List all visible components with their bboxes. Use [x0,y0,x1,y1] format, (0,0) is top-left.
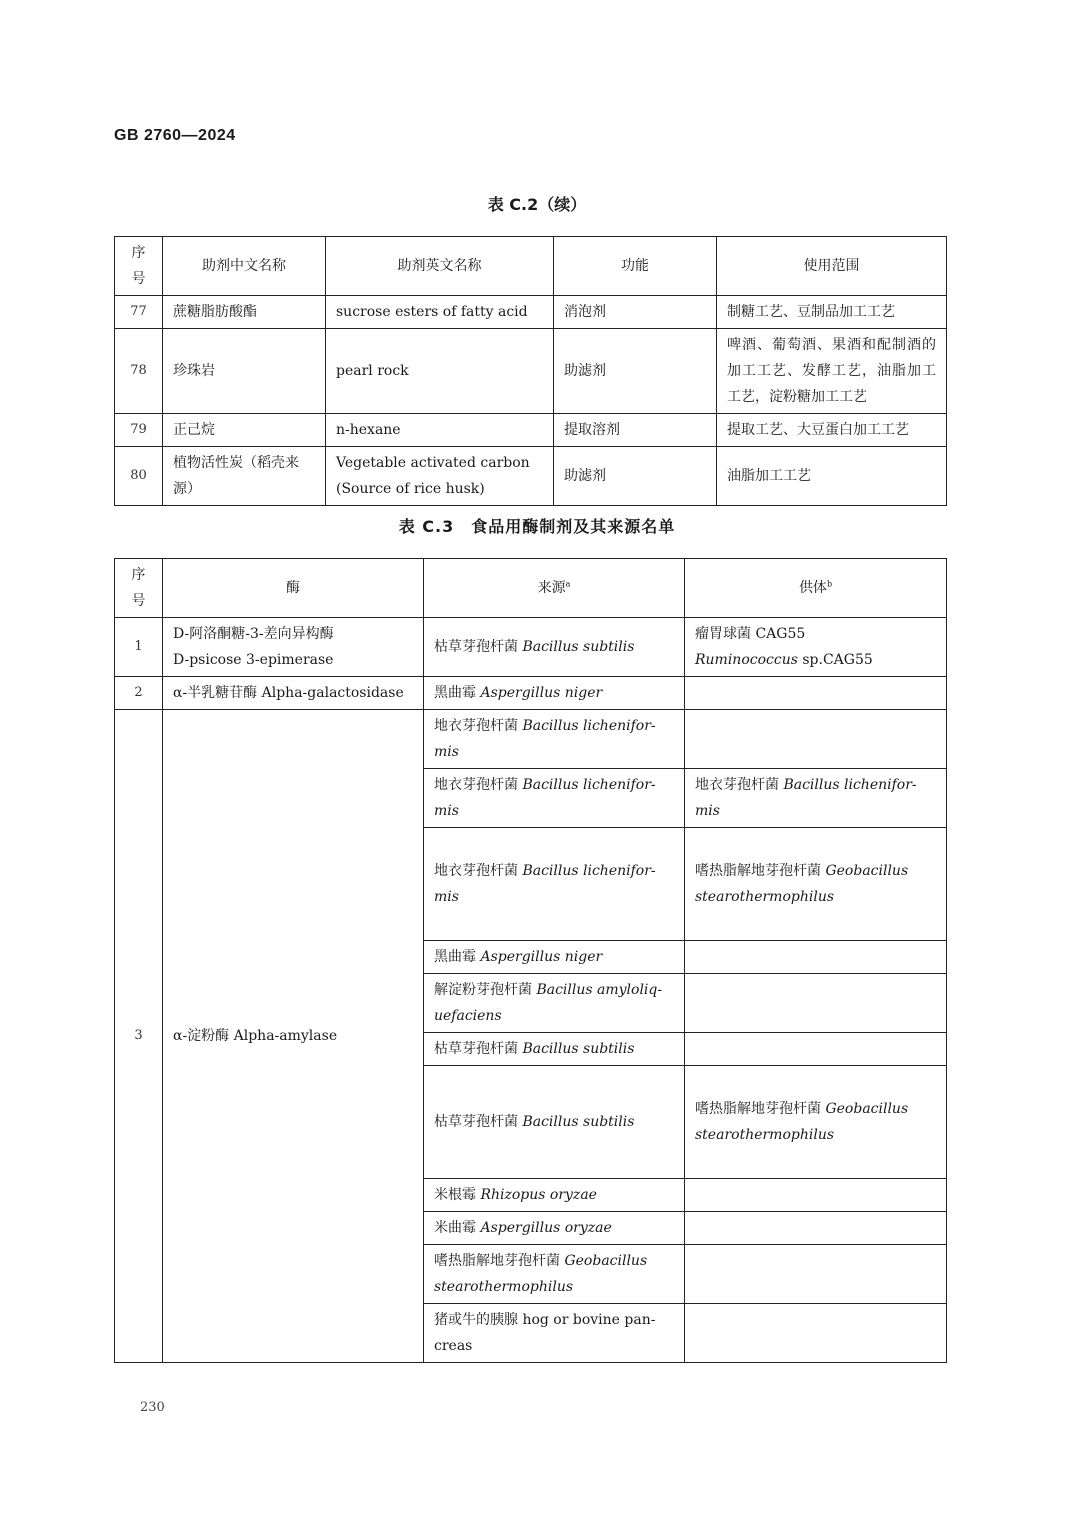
page-number: 230 [140,1400,165,1415]
enzyme-cell: α-半乳糖苷酶 Alpha-galactosidase [163,677,424,710]
scope-cell: 啤酒、葡萄酒、果酒和配制酒的加工工艺、发酵工艺，油脂加工工艺，淀粉糖加工工艺 [717,329,947,414]
source-cell: 米根霉 Rhizopus oryzae [424,1179,685,1212]
donor-cell [685,677,947,710]
table-row [115,414,947,447]
function-cell: 提取溶剂 [554,414,717,447]
source-cell: 黑曲霉 Aspergillus niger [424,941,685,974]
col-header-cn-name: 助剂中文名称 [163,237,326,296]
table-c2-caption: 表 C.2（续） [487,195,587,214]
table-c2 [114,236,947,506]
cn-name-cell: 蔗糖脂肪酸酯 [163,296,326,329]
donor-cell [685,1245,947,1304]
scope-cell: 油脂加工工艺 [717,447,947,506]
function-cell: 消泡剂 [554,296,717,329]
table-row [115,447,947,506]
en-name-cell: pearl rock [326,329,554,414]
col-header-scope: 使用范围 [717,237,947,296]
table-header-row [115,237,947,296]
source-cell: 地衣芽孢杆菌 Bacillus lichenifor- mis [424,710,685,769]
donor-cell [685,1212,947,1245]
source-cell: 猪或牛的胰腺 hog or bovine pan- creas [424,1304,685,1363]
donor-cell [685,1304,947,1363]
en-name-cell: Vegetable activated carbon (Source of rice husk) [326,447,554,506]
cn-name-cell: 珍珠岩 [163,329,326,414]
enzyme-cell: α-淀粉酶 Alpha-amylase [163,710,424,1363]
row-number: 3 [115,710,163,1363]
donor-cell [685,941,947,974]
source-cell: 枯草芽孢杆菌 Bacillus subtilis [424,1033,685,1066]
source-cell: 枯草芽孢杆菌 Bacillus subtilis [424,618,685,677]
function-cell: 助滤剂 [554,329,717,414]
table-row [115,710,947,769]
table-c3 [114,558,947,1363]
scope-cell: 制糖工艺、豆制品加工工艺 [717,296,947,329]
table-header-row [115,559,947,618]
col-header-no: 序号 [115,559,163,618]
row-number: 77 [115,296,163,329]
donor-cell: 嗜热脂解地芽孢杆菌 Geobacillus stearothermophilus [685,828,947,941]
row-number: 2 [115,677,163,710]
donor-cell [685,974,947,1033]
table-row [115,329,947,414]
donor-cell: 嗜热脂解地芽孢杆菌 Geobacillus stearothermophilus [685,1066,947,1179]
donor-cell [685,1179,947,1212]
source-cell: 地衣芽孢杆菌 Bacillus lichenifor- mis [424,769,685,828]
en-name-cell: sucrose esters of fatty acid [326,296,554,329]
scope-cell: 提取工艺、大豆蛋白加工工艺 [717,414,947,447]
source-cell: 黑曲霉 Aspergillus niger [424,677,685,710]
donor-cell [685,1033,947,1066]
cn-name-cell: 正己烷 [163,414,326,447]
donor-cell [685,710,947,769]
en-name-cell: n-hexane [326,414,554,447]
source-cell: 解淀粉芽孢杆菌 Bacillus amyloliq- uefaciens [424,974,685,1033]
table-c3-caption: 表 C.3 食品用酶制剂及其来源名单 [398,517,676,536]
col-header-enzyme: 酶 [163,559,424,618]
col-header-no: 序号 [115,237,163,296]
col-header-donor: 供体$^b$ [685,559,947,618]
cn-name-cell: 植物活性炭（稻壳来源） [163,447,326,506]
donor-cell: 瘤胃球菌 CAG55 Ruminococcus sp.CAG55 [685,618,947,677]
row-number: 80 [115,447,163,506]
row-number: 1 [115,618,163,677]
source-cell: 枯草芽孢杆菌 Bacillus subtilis [424,1066,685,1179]
standard-code: GB 2760—2024 [114,127,236,144]
source-cell: 嗜热脂解地芽孢杆菌 Geobacillus stearothermophilus [424,1245,685,1304]
table-row [115,677,947,710]
source-cell: 米曲霉 Aspergillus oryzae [424,1212,685,1245]
source-cell: 地衣芽孢杆菌 Bacillus lichenifor- mis [424,828,685,941]
col-header-function: 功能 [554,237,717,296]
function-cell: 助滤剂 [554,447,717,506]
table-row [115,296,947,329]
table-row [115,618,947,677]
row-number: 79 [115,414,163,447]
enzyme-cell: D-阿洛酮糖-3-差向异构酶 D-psicose 3-epimerase [163,618,424,677]
col-header-source: 来源$^a$ [424,559,685,618]
donor-cell: 地衣芽孢杆菌 Bacillus lichenifor- mis [685,769,947,828]
col-header-en-name: 助剂英文名称 [326,237,554,296]
row-number: 78 [115,329,163,414]
